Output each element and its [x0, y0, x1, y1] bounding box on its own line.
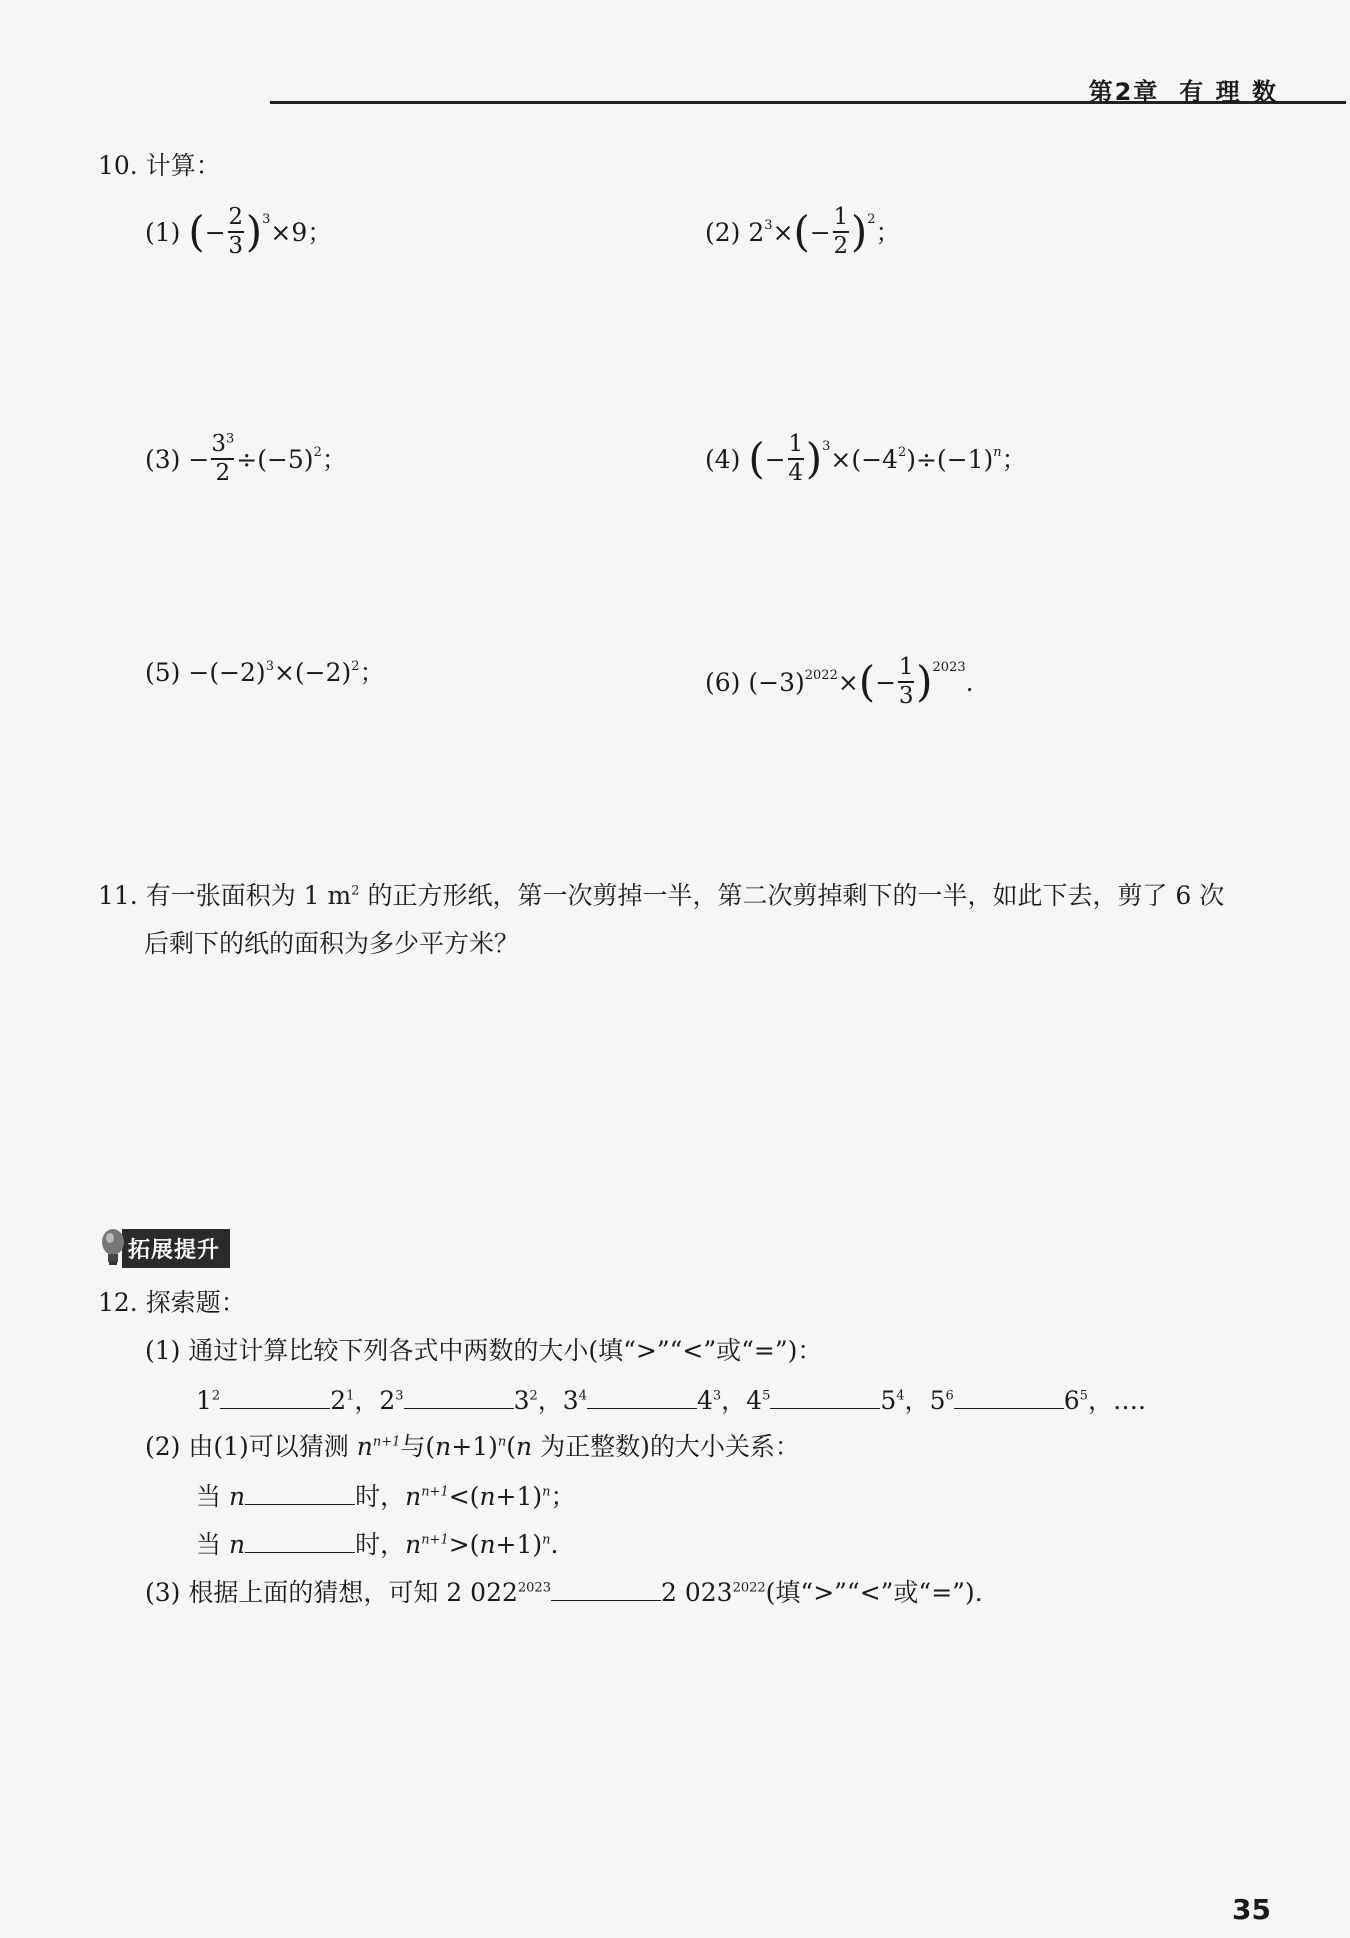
- fraction: $\frac{1}{4}$: [788, 431, 804, 486]
- answer-blank[interactable]: [770, 1386, 880, 1409]
- q12-label: 12. 探索题：: [98, 1288, 246, 1317]
- q10-part3: (3) − $\frac{3^3}{2}$ ÷(−5) $^2$ ；: [145, 431, 347, 486]
- pair-5: $5^6$ $6^5$: [929, 1386, 1088, 1415]
- answer-blank[interactable]: [551, 1578, 661, 1601]
- fraction: $\frac{3^3}{2}$: [211, 431, 235, 486]
- answer-blank[interactable]: [404, 1386, 514, 1409]
- answer-blank[interactable]: [245, 1530, 355, 1553]
- lightbulb-icon: [100, 1228, 126, 1268]
- q11-line2: 后剩下的纸的面积为多少平方米？: [144, 929, 520, 958]
- section-label: 拓展提升: [122, 1229, 230, 1268]
- chapter-title: 有 理 数: [1179, 78, 1278, 106]
- q12-part2-case2: 当 n 时，$n^{n+1}>(n+1)^n$.: [196, 1530, 559, 1559]
- page-number: 35: [1232, 1893, 1271, 1926]
- q12-part1: (1) 通过计算比较下列各式中两数的大小(填“>”“<”或“=”)：: [145, 1336, 823, 1365]
- section-badge: [100, 1228, 230, 1268]
- q12-part3: (3) 根据上面的猜想，可知 2 $022^{2023}$ 2 $023^{2022}$(填“>”“<”或“=”).: [145, 1578, 983, 1607]
- pair-4: $4^5$ $5^4$: [746, 1386, 905, 1415]
- chapter-header: [1089, 72, 1278, 107]
- q10-part1: (1) ( − $\frac{2}{3}$ ) $^3$ ×9；: [145, 204, 333, 259]
- pair-1: $1^2$ $2^1$: [196, 1386, 355, 1415]
- answer-blank[interactable]: [587, 1386, 697, 1409]
- answer-blank[interactable]: [245, 1482, 355, 1505]
- q12-part2: (2) 由(1)可以猜测 $n^{n+1}$与$(n+1)^n(n$ 为正整数)的大小关系：: [145, 1432, 800, 1461]
- q12-comparisons: $1^2$ $2^1$，$2^3$ $3^2$，$3^4$ $4^3$，$4^5$ $5^4$，$5^6$ $6^5$，….: [196, 1386, 1146, 1415]
- q11: [98, 872, 1298, 968]
- fraction: $\frac{1}{2}$: [833, 204, 849, 259]
- q10-part5: (5) −(−2) $^3$ ×(−2) $^2$ ；: [145, 658, 385, 687]
- q11-line1: 11. 有一张面积为 1 $m^2$ 的正方形纸，第一次剪掉一半，第二次剪掉剩下的一半，如此下去，剪了 6 次: [98, 881, 1225, 910]
- fraction: $\frac{2}{3}$: [228, 204, 244, 259]
- pair-2: $2^3$ $3^2$: [379, 1386, 538, 1415]
- q12-part2-case1: 当 n 时，$n^{n+1}<(n+1)^n$；: [196, 1482, 576, 1511]
- q10-label: 10. 计算：: [98, 151, 221, 180]
- fraction: $\frac{1}{3}$: [898, 654, 914, 709]
- answer-blank[interactable]: [220, 1386, 330, 1409]
- pair-3: $3^4$ $4^3$: [562, 1386, 722, 1415]
- q10-part4: (4) ( − $\frac{1}{4}$ ) $^3$ ×(−4 $^2$ )÷(−1) $^n$ ；: [705, 431, 1027, 486]
- answer-blank[interactable]: [954, 1386, 1064, 1409]
- q10-part2: (2) 2 $^3$ × ( − $\frac{1}{2}$ ) $^2$ ；: [705, 204, 901, 259]
- q10-part6: (6) (−3) $^{2022}$ × ( − $\frac{1}{3}$ ) $^{2023}$ .: [705, 654, 974, 709]
- chapter-number: 第2章: [1088, 78, 1160, 106]
